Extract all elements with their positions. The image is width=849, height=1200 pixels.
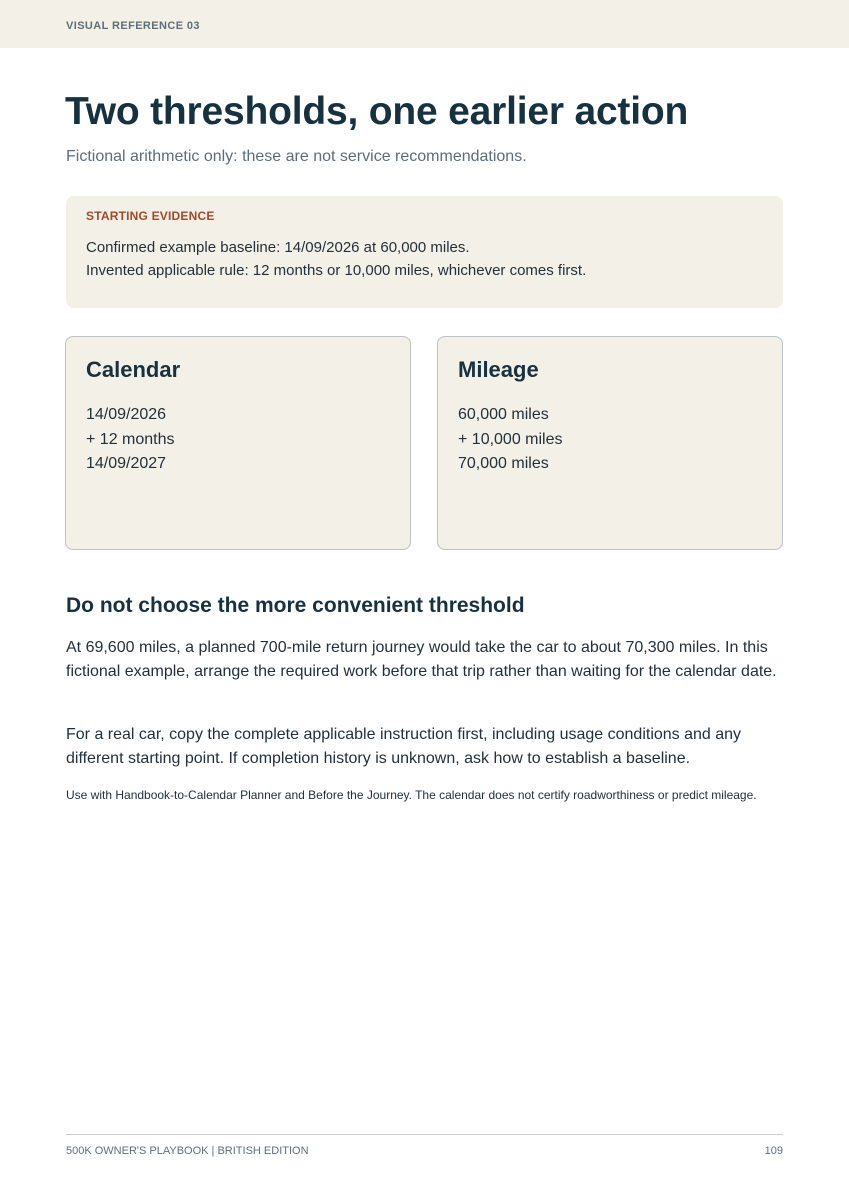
footer-divider <box>66 1134 783 1135</box>
mileage-start: 60,000 miles <box>458 406 549 423</box>
usage-note: Use with Handbook-to-Calendar Planner and Before the Journey. The calendar does not certify roadworthiness or predict mileage. <box>66 788 757 802</box>
section-heading: Do not choose the more convenient threshold <box>66 594 525 617</box>
mileage-due: 70,000 miles <box>458 455 549 472</box>
calendar-due-date: 14/09/2027 <box>86 455 167 472</box>
calendar-start-date: 14/09/2026 <box>86 406 167 423</box>
page-title: Two thresholds, one earlier action <box>65 90 689 133</box>
body-paragraph-journey: At 69,600 miles, a planned 700-mile return journey would take the car to about 70,300 miles. In this fictional example, arrange the required work before that trip rather than waiting for the calendar date. <box>66 639 777 680</box>
calendar-interval: + 12 months <box>86 430 175 448</box>
footer-publication: 500K OWNER'S PLAYBOOK | BRITISH EDITION <box>66 1145 309 1157</box>
evidence-label: STARTING EVIDENCE <box>86 209 215 223</box>
mileage-card-title: Mileage <box>458 357 539 382</box>
calendar-card <box>65 336 411 550</box>
starting-evidence-box <box>66 196 783 308</box>
mileage-interval: + 10,000 miles <box>458 430 563 448</box>
mileage-card <box>437 336 783 550</box>
body-paragraph-real-car: For a real car, copy the complete applicable instruction first, including usage conditions and any different starting point. If completion history is unknown, ask how to establish a baseline. <box>66 726 742 767</box>
page-subtitle: Fictional arithmetic only: these are not service recommendations. <box>66 148 527 165</box>
evidence-rule-line: Invented applicable rule: 12 months or 10,000 miles, whichever comes first. <box>86 262 587 279</box>
calendar-card-title: Calendar <box>86 357 181 382</box>
evidence-baseline-line: Confirmed example baseline: 14/09/2026 at 60,000 miles. <box>86 239 470 256</box>
top-band <box>0 0 849 48</box>
page-number: 109 <box>764 1145 783 1157</box>
visual-reference-label: VISUAL REFERENCE 03 <box>66 20 200 32</box>
